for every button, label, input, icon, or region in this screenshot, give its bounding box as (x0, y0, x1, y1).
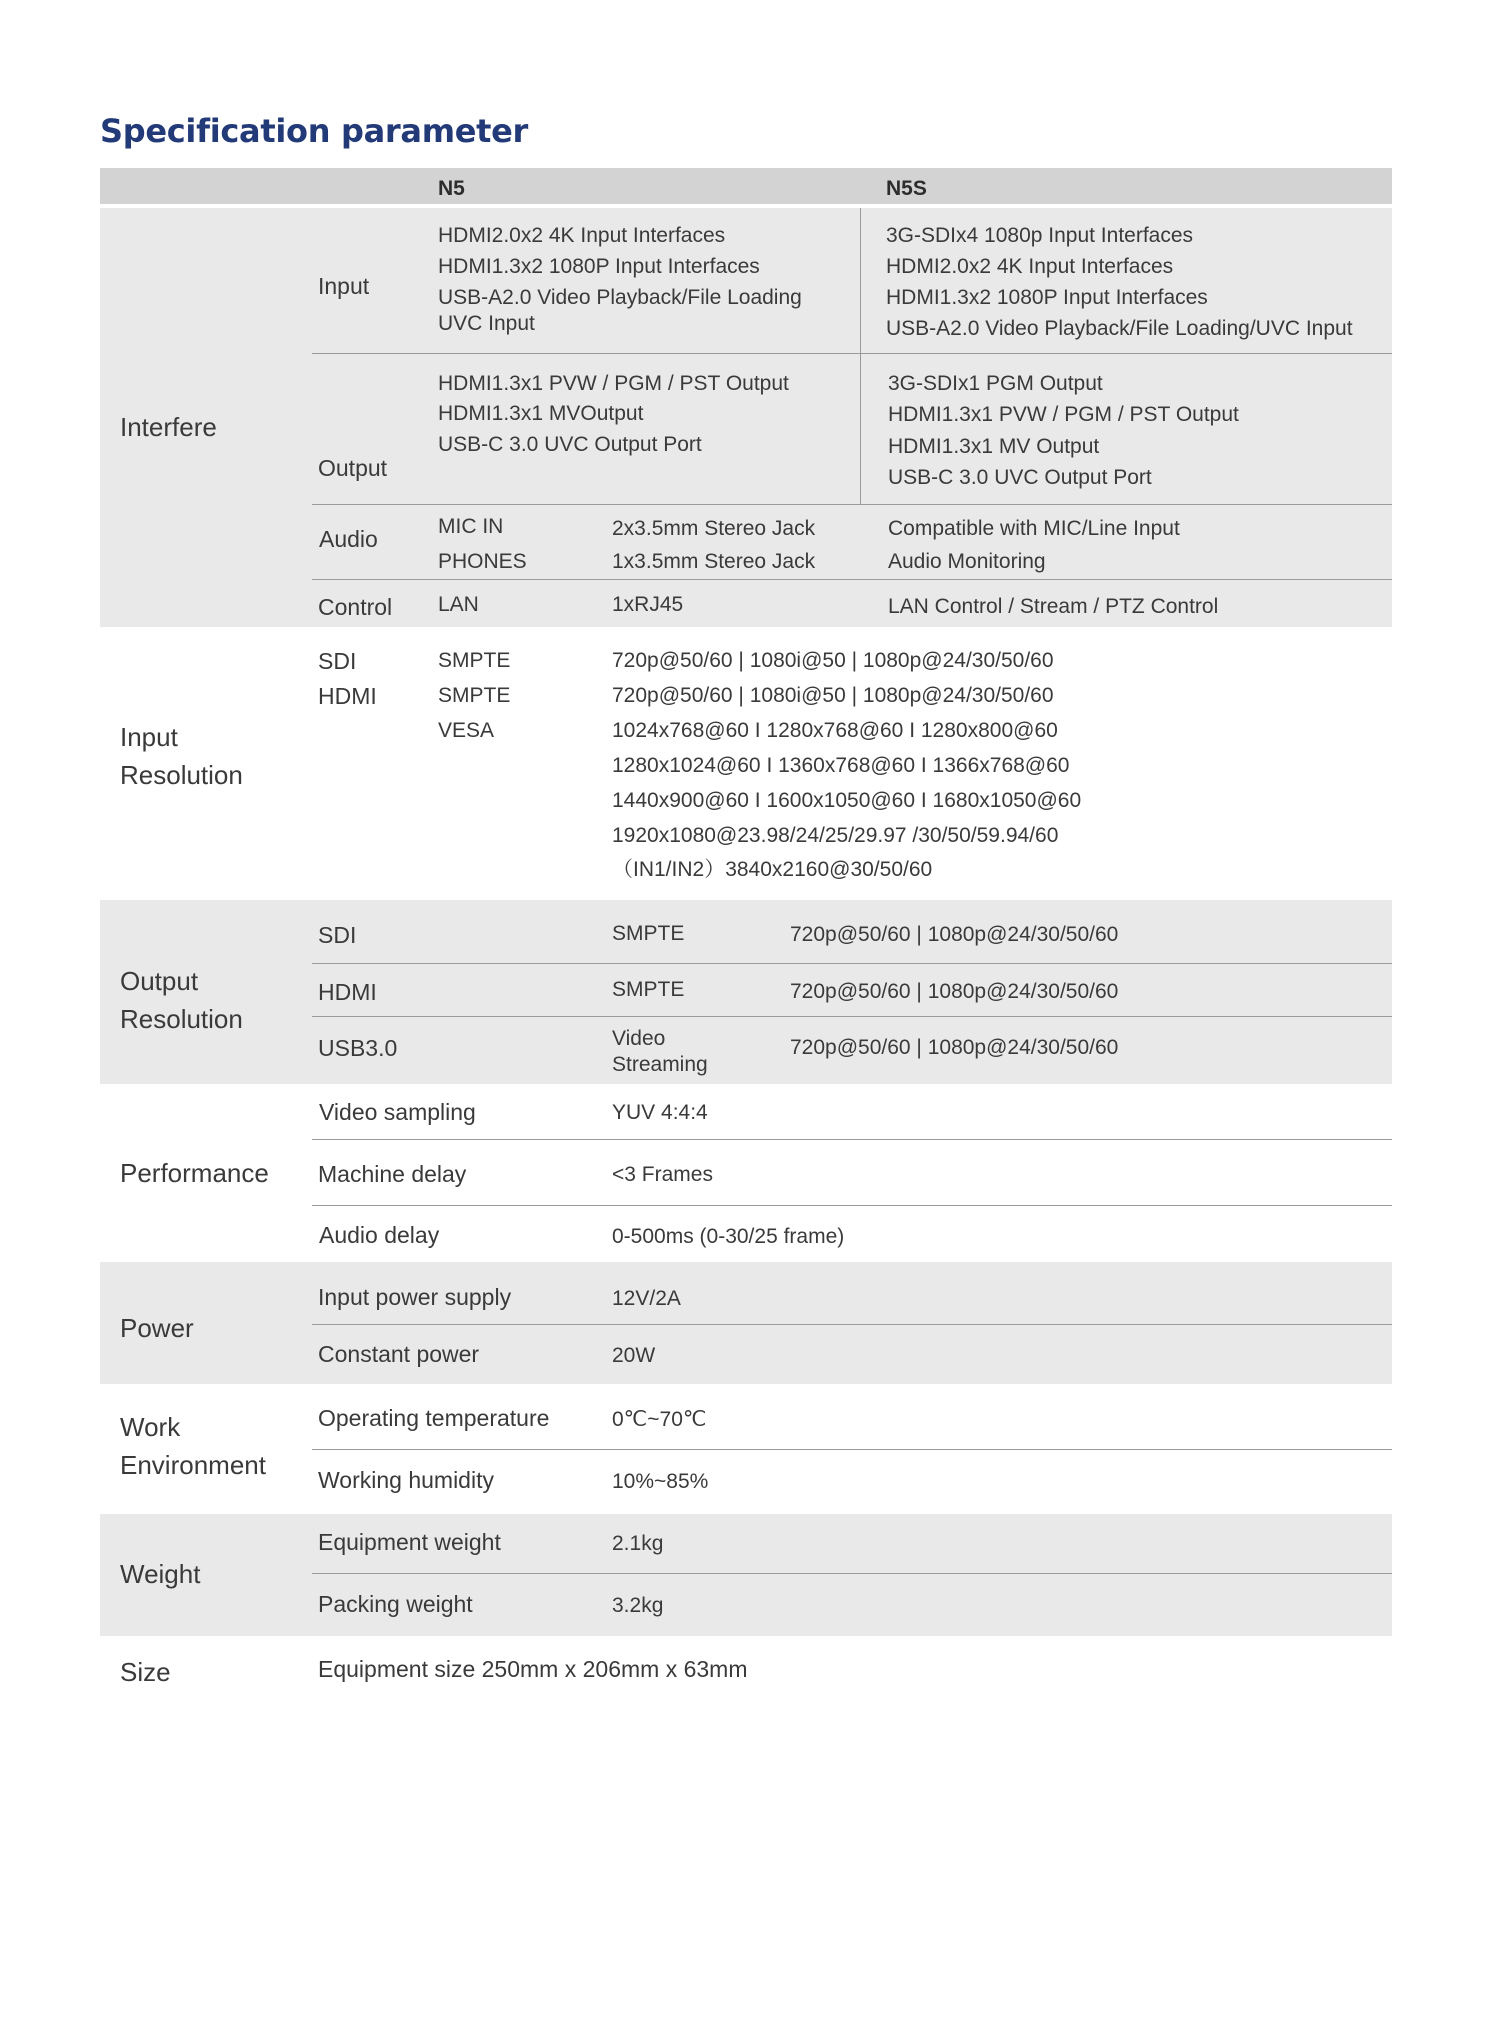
divider (312, 1324, 1392, 1325)
row-label-control: Control (318, 594, 393, 620)
n5s-output-line: HDMI1.3x1 PVW / PGM / PST Output (888, 403, 1239, 426)
n5s-output-line: 3G-SDIx1 PGM Output (888, 372, 1103, 395)
performance-item: Audio delay (319, 1222, 440, 1248)
power-item: Input power supply (318, 1284, 512, 1310)
column-header-n5s: N5S (886, 177, 927, 200)
row-label-audio: Audio (319, 526, 378, 552)
input-resolution-value: 1440x900@60 I 1600x1050@60 I 1680x1050@60 (612, 789, 1082, 812)
performance-item: Video sampling (319, 1099, 476, 1125)
performance-value: YUV 4:4:4 (612, 1101, 708, 1124)
n5s-input-line: USB-A2.0 Video Playback/File Loading/UVC Input (886, 317, 1353, 340)
performance-value: <3 Frames (612, 1163, 713, 1186)
weight-item: Equipment weight (318, 1529, 501, 1555)
n5s-input-line: HDMI2.0x2 4K Input Interfaces (886, 255, 1174, 278)
n5-input-line: USB-A2.0 Video Playback/File Loading (438, 286, 802, 309)
output-standard: Video (612, 1027, 666, 1050)
group-label-work-environment: Environment (120, 1450, 266, 1480)
output-resolution-value: 720p@50/60 | 1080p@24/30/50/60 (790, 1036, 1119, 1059)
power-value: 20W (612, 1344, 656, 1367)
n5-input-line: HDMI1.3x2 1080P Input Interfaces (438, 255, 760, 278)
n5-output-line: USB-C 3.0 UVC Output Port (438, 433, 702, 456)
input-interface: SDI (318, 648, 357, 674)
audio-port-spec: 2x3.5mm Stereo Jack (612, 517, 816, 540)
input-resolution-value: （IN1/IN2）3840x2160@30/50/60 (612, 858, 933, 881)
group-label-weight: Weight (120, 1559, 201, 1589)
audio-port-name: PHONES (438, 550, 527, 573)
n5s-input-line: HDMI1.3x2 1080P Input Interfaces (886, 286, 1208, 309)
power-item: Constant power (318, 1341, 480, 1367)
input-resolution-value: 1920x1080@23.98/24/25/29.97 /30/50/59.94/60 (612, 824, 1059, 847)
divider (312, 1573, 1392, 1574)
group-label-work-environment: Work (120, 1412, 181, 1442)
input-interface: HDMI (318, 683, 377, 709)
environment-value: 10%~85% (612, 1470, 709, 1493)
divider (312, 1205, 1392, 1206)
group-label-size: Size (120, 1657, 171, 1687)
group-label-input-resolution: Resolution (120, 760, 243, 790)
input-resolution-value: 1280x1024@60 I 1360x768@60 I 1366x768@60 (612, 754, 1070, 777)
weight-value: 3.2kg (612, 1594, 664, 1617)
input-resolution-value: 1024x768@60 I 1280x768@60 I 1280x800@60 (612, 719, 1058, 742)
group-label-interfere: Interfere (120, 412, 217, 442)
input-resolution-value: 720p@50/60 | 1080i@50 | 1080p@24/30/50/60 (612, 649, 1054, 672)
power-value: 12V/2A (612, 1287, 681, 1310)
control-port-desc: LAN Control / Stream / PTZ Control (888, 595, 1219, 618)
n5s-output-line: HDMI1.3x1 MV Output (888, 435, 1100, 458)
n5-input-line: UVC Input (438, 312, 535, 335)
output-standard: SMPTE (612, 922, 685, 945)
divider (312, 1016, 1392, 1017)
column-divider (860, 208, 861, 504)
table-header-band (100, 168, 1392, 204)
output-resolution-value: 720p@50/60 | 1080p@24/30/50/60 (790, 923, 1119, 946)
performance-item: Machine delay (318, 1161, 467, 1187)
divider (312, 1449, 1392, 1450)
row-label-output: Output (318, 455, 388, 481)
divider (312, 963, 1392, 964)
group-label-performance: Performance (120, 1158, 269, 1188)
output-resolution-band (100, 900, 1392, 1084)
n5-output-line: HDMI1.3x1 MVOutput (438, 402, 644, 425)
output-interface: HDMI (318, 979, 377, 1005)
input-resolution-value: 720p@50/60 | 1080i@50 | 1080p@24/30/50/60 (612, 684, 1054, 707)
audio-port-spec: 1x3.5mm Stereo Jack (612, 550, 816, 573)
divider (312, 1139, 1392, 1140)
environment-value: 0℃~70℃ (612, 1408, 707, 1431)
performance-value: 0-500ms (0-30/25 frame) (612, 1225, 845, 1248)
output-interface: USB3.0 (318, 1035, 398, 1061)
environment-item: Operating temperature (318, 1405, 550, 1431)
output-interface: SDI (318, 922, 357, 948)
group-label-output-resolution: Output (120, 966, 199, 996)
divider (312, 579, 1392, 580)
column-header-n5: N5 (438, 177, 465, 200)
weight-item: Packing weight (318, 1591, 473, 1617)
control-port-spec: 1xRJ45 (612, 593, 684, 616)
row-label-input: Input (318, 273, 370, 299)
environment-item: Working humidity (318, 1467, 494, 1493)
audio-port-desc: Compatible with MIC/Line Input (888, 517, 1180, 540)
group-label-input-resolution: Input (120, 722, 178, 752)
output-resolution-value: 720p@50/60 | 1080p@24/30/50/60 (790, 980, 1119, 1003)
control-port-name: LAN (438, 593, 479, 616)
audio-port-name: MIC IN (438, 515, 504, 538)
input-standard: VESA (438, 719, 495, 742)
page-title: Specification parameter (100, 112, 529, 150)
divider (312, 353, 1392, 354)
output-standard: SMPTE (612, 978, 685, 1001)
n5s-input-line: 3G-SDIx4 1080p Input Interfaces (886, 224, 1194, 247)
n5-input-line: HDMI2.0x2 4K Input Interfaces (438, 224, 726, 247)
output-standard: Streaming (612, 1053, 708, 1076)
input-standard: SMPTE (438, 684, 511, 707)
size-value: Equipment size 250mm x 206mm x 63mm (318, 1656, 748, 1682)
group-label-power: Power (120, 1313, 194, 1343)
weight-band (100, 1514, 1392, 1636)
n5-output-line: HDMI1.3x1 PVW / PGM / PST Output (438, 372, 789, 395)
group-label-output-resolution: Resolution (120, 1004, 243, 1034)
input-standard: SMPTE (438, 649, 511, 672)
weight-value: 2.1kg (612, 1532, 664, 1555)
audio-port-desc: Audio Monitoring (888, 550, 1046, 573)
n5s-output-line: USB-C 3.0 UVC Output Port (888, 466, 1152, 489)
power-band (100, 1262, 1392, 1384)
divider (312, 504, 1392, 505)
